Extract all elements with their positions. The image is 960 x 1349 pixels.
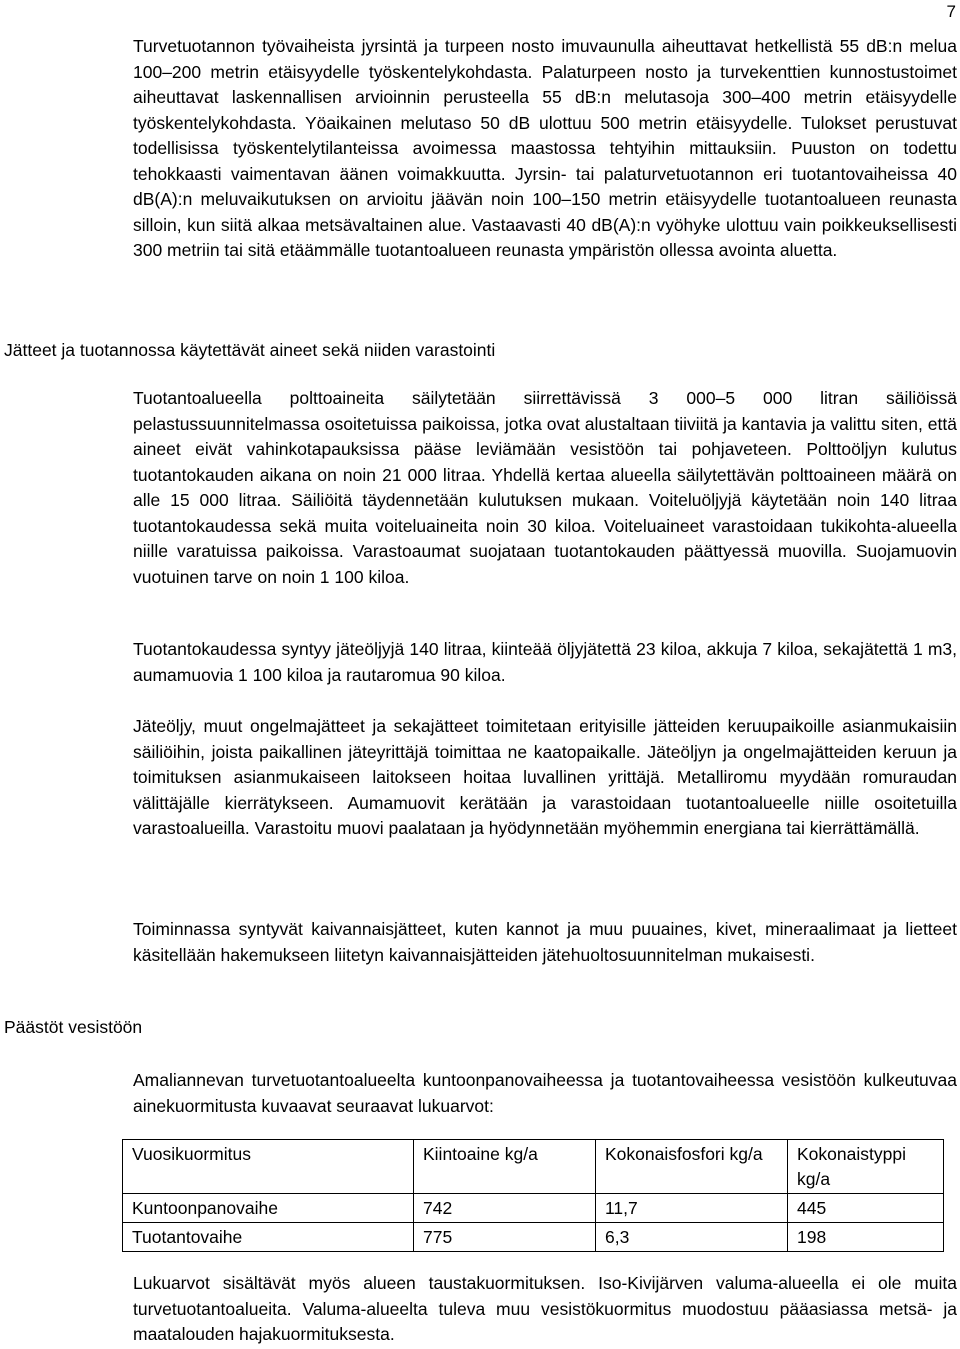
table-cell: 6,3 xyxy=(596,1223,788,1252)
noise-paragraph: Turvetuotannon työvaiheista jyrsintä ja turpeen nosto imuvaunulla aiheuttavat hetkellistä 55 dB:n melua 100–200 metrin etäisyydelle työskentelykohdasta. Palaturpeen nosto ja turvekenttien kunnostustoimet aiheuttavat laskennallisen arvioinnin perusteella 55 dB:n melutasoja 300–400 metrin etäisyydelle työskentelykohdasta. Yöaikainen melutaso 50 dB ulottuu 500 metrin etäisyydelle. Tulokset perustuvat todellisissa työskentelytilanteissa avoimessa maastossa tehtyihin mittauksiin. Puuston on todettu tehokkaasti vaimentavan äänen voimakkuutta. Jyrsin- tai palaturvetuotannon eri tuotantovaiheissa 40 dB(A):n meluvaikutuksen on arvioitu jäävän noin 100–150 metrin etäisyydelle tuotantoalueen reunasta silloin, kun siitä alkaa metsävaltainen alue. Vastaavasti 40 dB(A):n vyöhyke ulottuu vain poikkeuksellisesti 300 metriin tai sitä etäämmälle tuotantoalueen reunasta ympäristön ollessa avointa aluetta. xyxy=(133,36,957,260)
table-row xyxy=(123,1194,944,1223)
section-heading-water: Päästöt vesistöön xyxy=(4,1017,143,1037)
table-header-cell: Kokonaistyppi kg/a xyxy=(788,1140,944,1194)
table-row xyxy=(123,1223,944,1252)
waste-amounts-paragraph: Tuotantokaudessa syntyy jäteöljyjä 140 litraa, kiinteää öljyjätettä 23 kiloa, akkuja 7 kiloa, sekajätettä 1 m3, aumamuovia 1 100 kiloa ja rautaromua 90 kiloa. xyxy=(133,639,957,685)
extractive-waste-paragraph: Toiminnassa syntyvät kaivannaisjätteet, kuten kannot ja muu puuaines, kivet, mineraalimaat ja lietteet käsitellään hakemukseen liitetyn kaivannaisjätteiden jätehuoltosuunnitelman mukaisesti. xyxy=(133,919,957,965)
table-cell: 775 xyxy=(414,1223,596,1252)
table-cell: 11,7 xyxy=(596,1194,788,1223)
page-number: 7 xyxy=(946,2,956,21)
table-header-cell: Kiintoaine kg/a xyxy=(414,1140,596,1194)
table-cell: Kuntoonpanovaihe xyxy=(123,1194,414,1223)
table-header-cell: Kokonaisfosfori kg/a xyxy=(596,1140,788,1194)
waste-handling-paragraph: Jäteöljy, muut ongelmajätteet ja sekajätteet toimitetaan erityisille jätteiden keruupaikoille asianmukaisiin säiliöihin, joista paikallinen jäteyrittäjä toimittaa ne kaatopaikalle. Jäteöljyn ja ongelmajätteiden keruun ja toimituksen asianmukaiseen laitokseen hoitaa luvallinen yrittäjä. Metalliromu myydään romuraudan välittäjälle kierrätykseen. Aumamuovit kerätään ja varastoidaan tuotantoalueelle niille osoitetuilla varastoalueilla. Varastoitu muovi paalataan ja hyödynnetään myöhemmin energiana tai kierrättämällä. xyxy=(133,716,957,838)
table-cell: 742 xyxy=(414,1194,596,1223)
load-table xyxy=(122,1139,944,1252)
table-header-row xyxy=(123,1140,944,1194)
table-cell: 198 xyxy=(788,1223,944,1252)
load-intro-paragraph: Amaliannevan turvetuotantoalueelta kuntoonpanovaiheessa ja tuotantovaiheessa vesistöön kulkeutuvaa ainekuormitusta kuvaavat seuraavat lukuarvot: xyxy=(133,1070,957,1116)
section-heading-waste: Jätteet ja tuotannossa käytettävät aineet sekä niiden varastointi xyxy=(4,340,496,360)
table-cell: Tuotantovaihe xyxy=(123,1223,414,1252)
fuel-storage-paragraph: Tuotantoalueella polttoaineita säilytetään siirrettävissä 3 000–5 000 litran säiliöissä pelastussuunnitelmassa osoitetuissa paikoissa, jotka ovat alustaltaan tiiviitä ja kantavia ja valittu siten, että aineet eivät vahinkotapauksissa pääse leviämään vesistöön tai pohjaveteen. Polttoöljyn kulutus tuotantokauden aikana on noin 21 000 litraa. Yhdellä kertaa alueella säilytettävän polttoaineen määrä on alle 15 000 litraa. Säiliöitä täydennetään kulutuksen mukaan. Voiteluöljyjä käytetään noin 140 litraa tuotantokaudessa sekä muita voiteluaineita noin 30 kiloa. Voiteluaineet varastoidaan tukikohta-alueella niille varatuissa paikoissa. Varastoaumat suojataan tuotantokauden päättyessä muovilla. Suojamuovin vuotuinen tarve on noin 1 100 kiloa. xyxy=(133,388,957,587)
table-cell: 445 xyxy=(788,1194,944,1223)
table-header-cell: Vuosikuormitus xyxy=(123,1140,414,1194)
closing-paragraph: Lukuarvot sisältävät myös alueen taustakuormituksen. Iso-Kivijärven valuma-alueella ei ole muita turvetuotantoalueita. Valuma-alueelta tuleva muu vesistökuormitus muodostuu pääasiassa metsä- ja maatalouden hajakuormituksesta. xyxy=(133,1273,957,1344)
